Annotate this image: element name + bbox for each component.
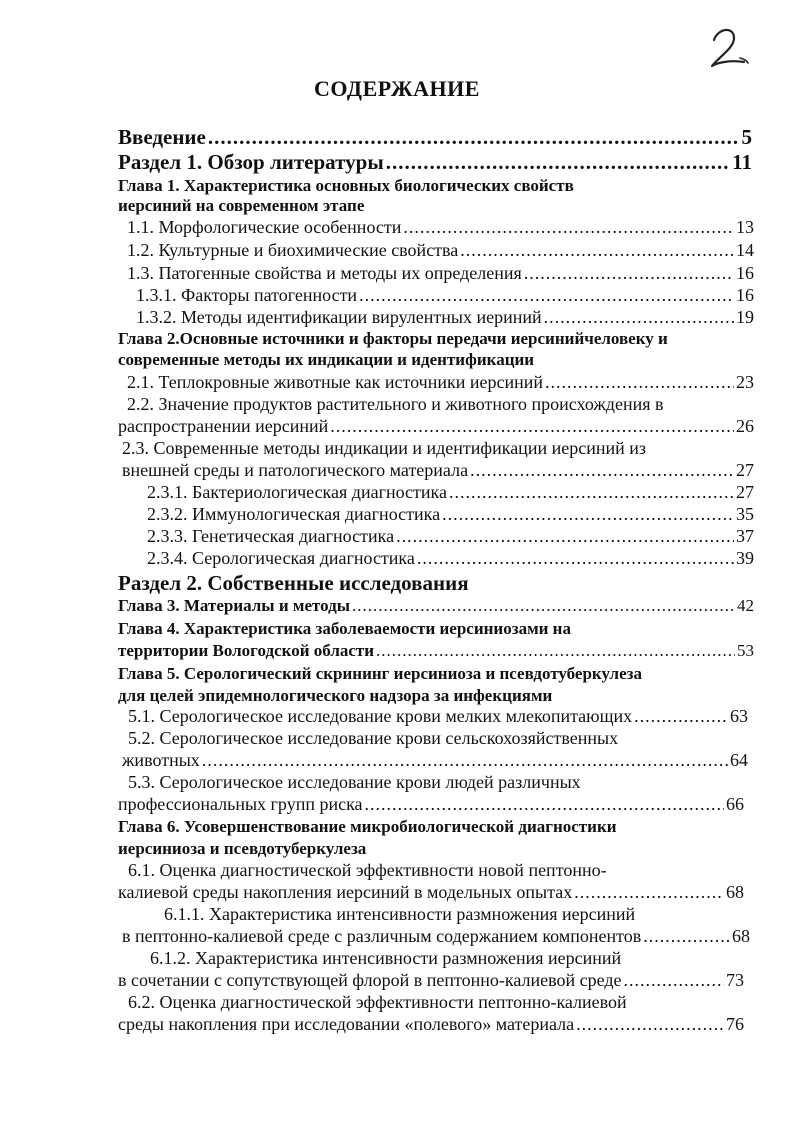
toc-page-number: 16	[736, 263, 754, 283]
toc-entry-5-1	[128, 706, 748, 727]
toc-entry-title: 1.3.2. Методы идентификации вирулентных иериний	[136, 307, 542, 327]
toc-entry-title: в пептонно-калиевой среде с различным содержанием компонентов	[122, 926, 642, 946]
toc-entry-title: Введение	[118, 125, 206, 149]
toc-page-number: 68	[732, 926, 750, 946]
toc-chapter2-line2: современные методы их индикации и идентификации	[118, 350, 535, 369]
toc-entry-title: территории Вологодской области	[118, 641, 375, 660]
toc-entry-6-1-line1: 6.1. Оценка диагностической эффективности новой пептонно-	[128, 860, 607, 880]
toc-entry-title: 1.2. Культурные и биохимические свойства	[127, 240, 459, 260]
toc-page-number: 5	[741, 125, 752, 149]
dot-leader	[376, 641, 735, 661]
toc-entry-title: внешней среды и патологического материала	[122, 460, 469, 480]
toc-chapter1-line1: Глава 1. Характеристика основных биологических свойств	[118, 176, 574, 195]
toc-entry-title: 2.3.4. Серологическая диагностика	[147, 548, 415, 568]
toc-entry-5-2-line1: 5.2. Серологическое исследование крови сельскохозяйственных	[128, 728, 619, 748]
toc-entry-title: среды накопления при исследовании «полевого» материала	[118, 1014, 575, 1034]
dot-leader	[643, 926, 730, 947]
toc-page-number: 63	[730, 706, 748, 726]
toc-entry-title: 2.3.3. Генетическая диагностика	[147, 526, 395, 546]
dot-leader	[442, 504, 734, 525]
toc-entry-1-1	[127, 217, 754, 238]
toc-entry-5-3	[118, 794, 744, 815]
toc-entry-2-3	[122, 460, 754, 481]
dot-leader	[634, 706, 728, 727]
dot-leader	[365, 794, 724, 815]
toc-entry-5-2	[122, 750, 748, 771]
toc-entry-2-1	[127, 372, 754, 393]
toc-entry-title: 2.3.1. Бактериологическая диагностика	[147, 482, 447, 502]
toc-entry-title: 1.3. Патогенные свойства и методы их определения	[127, 263, 522, 283]
toc-entry-2-2-line1: 2.2. Значение продуктов растительного и животного происхождения в	[127, 394, 664, 414]
dot-leader	[460, 240, 734, 261]
toc-chapter5-line1: Глава 5. Серологический скрининг иерсиниоза и псевдотуберкулеза	[118, 664, 642, 683]
dot-leader	[544, 307, 734, 328]
dot-leader	[449, 482, 734, 503]
toc-chapter6-line2: иерсиниоза и псевдотуберкулеза	[118, 839, 367, 858]
toc-chapter2-line1: Глава 2.Основные источники и факторы передачи иерсинийчеловеку и	[118, 329, 668, 348]
toc-entry-title: 5.1. Серологическое исследование крови мелких млекопитающих	[128, 706, 633, 726]
dot-leader	[352, 596, 735, 616]
dot-leader	[396, 526, 734, 547]
toc-entry-2-3-3	[147, 526, 754, 547]
toc-entry-6-2-line1: 6.2. Оценка диагностической эффективности пептонно-калиевой	[128, 992, 627, 1012]
toc-entry-1-3-2	[136, 307, 754, 328]
dot-leader	[470, 460, 734, 481]
dot-leader	[208, 125, 740, 150]
toc-entry-title: профессиональных групп риска	[118, 794, 363, 814]
toc-chapter4-line1: Глава 4. Характеристика заболеваемости иерсиниозами на	[118, 619, 571, 638]
toc-entry-title: в сочетании с сопутствующей флорой в пептонно-калиевой среде	[118, 970, 622, 990]
toc-page-number: 73	[726, 970, 744, 990]
dot-leader	[330, 416, 734, 437]
dot-leader	[524, 263, 734, 284]
toc-entry-title: 2.1. Теплокровные животные как источники иерсиний	[127, 372, 543, 392]
toc-entry-title: 1.1. Морфологические особенности	[127, 217, 402, 237]
toc-entry-section1	[118, 150, 752, 175]
dot-leader	[576, 1014, 724, 1035]
dot-leader	[386, 150, 730, 175]
dot-leader	[359, 285, 734, 306]
toc-page-number: 68	[726, 882, 744, 902]
toc-entry-6-1-1	[122, 926, 750, 947]
toc-chapter5-line2: для целей эпидемнологического надзора за инфекциями	[118, 686, 553, 705]
toc-page-number: 66	[726, 794, 744, 814]
toc-entry-2-3-line1: 2.3. Современные методы индикации и идентификации иерсиний из	[122, 438, 646, 458]
toc-entry-2-2	[118, 416, 754, 437]
toc-entry-title: распространении иерсиний	[118, 416, 329, 436]
handwritten-page-number	[700, 22, 760, 82]
dot-leader	[624, 970, 725, 991]
dot-leader	[417, 548, 734, 569]
toc-entry-2-3-1	[147, 482, 754, 503]
toc-chapter1-line2: иерсиний на современном этапе	[118, 196, 365, 215]
toc-entry-title: Раздел 1. Обзор литературы	[118, 150, 384, 174]
page-title: СОДЕРЖАНИЕ	[314, 76, 480, 101]
toc-entry-6-1-2	[118, 970, 744, 991]
toc-page-number: 64	[730, 750, 748, 770]
dot-leader	[574, 882, 724, 903]
toc-entry-1-3	[127, 263, 754, 284]
toc-entry-title: Глава 3. Материалы и методы	[118, 596, 351, 615]
toc-page-number: 11	[732, 150, 752, 174]
toc-entry-2-3-4	[147, 548, 754, 569]
toc-page-number: 13	[736, 217, 754, 237]
toc-page-number: 53	[737, 641, 754, 660]
toc-entry-6-1-2-line1: 6.1.2. Характеристика интенсивности размножения иерсиний	[150, 948, 622, 968]
toc-page-number: 14	[736, 240, 754, 260]
toc-chapter6-line1: Глава 6. Усовершенствование микробиологической диагностики	[118, 817, 617, 836]
toc-page-number: 16	[736, 285, 754, 305]
toc-page-number: 27	[736, 482, 754, 502]
toc-page-number: 35	[736, 504, 754, 524]
toc-entry-1-3-1	[136, 285, 754, 306]
toc-page-number: 27	[736, 460, 754, 480]
dot-leader	[403, 217, 734, 238]
toc-entry-5-3-line1: 5.3. Серологическое исследование крови людей различных	[128, 772, 581, 792]
toc-page-number: 23	[736, 372, 754, 392]
toc-entry-chapter3	[118, 596, 754, 616]
toc-entry-6-2	[118, 1014, 744, 1035]
toc-entry-title: калиевой среды накопления иерсиний в модельных опытах	[118, 882, 573, 902]
dot-leader	[202, 750, 728, 771]
toc-entry-intro	[118, 125, 752, 150]
dot-leader	[545, 372, 734, 393]
toc-page-number: 76	[726, 1014, 744, 1034]
toc-entry-chapter4	[118, 641, 754, 661]
toc-entry-title: животных	[122, 750, 200, 770]
toc-page-number: 42	[737, 596, 754, 615]
toc-entry-2-3-2	[147, 504, 754, 525]
toc-entry-section2: Раздел 2. Собственные исследования	[118, 571, 469, 595]
toc-entry-1-2	[127, 240, 754, 261]
toc-entry-title: 1.3.1. Факторы патогенности	[136, 285, 358, 305]
toc-page-number: 19	[736, 307, 754, 327]
toc-entry-6-1-1-line1: 6.1.1. Характеристика интенсивности размножения иерсиний	[164, 904, 636, 924]
toc-page-number: 39	[736, 548, 754, 568]
toc-entry-6-1	[118, 882, 744, 903]
toc-entry-title: 2.3.2. Иммунологическая диагностика	[147, 504, 441, 524]
toc-page-number: 26	[736, 416, 754, 436]
toc-page-number: 37	[736, 526, 754, 546]
